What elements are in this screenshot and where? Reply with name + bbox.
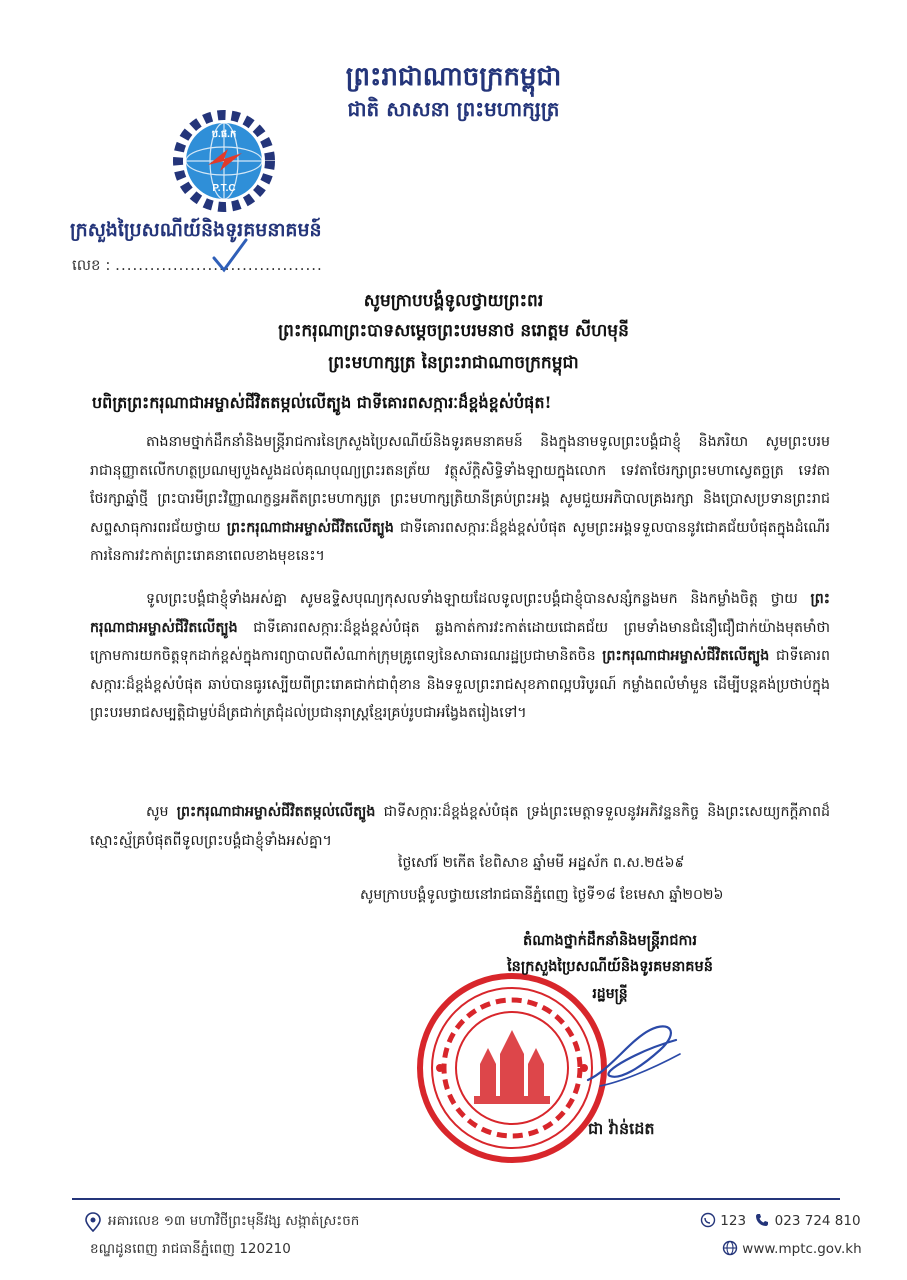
location-pin-icon bbox=[84, 1212, 102, 1232]
svg-text:ប.ផ.ក: ប.ផ.ក bbox=[211, 129, 237, 140]
signatory-name: ជា វ៉ាន់ដេត bbox=[588, 1119, 655, 1138]
signatory-line-2: នៃក្រសួងប្រៃសណីយ៍និងទូរគមនាគមន៍ bbox=[507, 958, 713, 975]
handwritten-signature-icon bbox=[580, 1010, 690, 1100]
address-line: បពិត្រព្រះករុណាជាអម្ចាស់ជីវិតតម្កល់លើត្បូង ជាទីគោរពសក្ការៈដ៏ខ្ពង់ខ្ពស់បំផុត! bbox=[92, 393, 552, 412]
lunar-date: ថ្ងៃសៅរ៍ ២កើត ខែពិសាខ ឆ្នាំមមី អដ្ឋស័ក ព.ស.២៥៦៩ bbox=[398, 855, 685, 871]
ministry-name: ក្រសួងប្រៃសណីយ៍និងទូរគមនាគមន៍ bbox=[70, 219, 322, 241]
salutation-line-3: ព្រះមហាក្សត្រ នៃព្រះរាជាណាចក្រកម្ពុជា bbox=[328, 353, 579, 373]
footer-address-line-2: ខណ្ឌដូនពេញ រាជធានីភ្នំពេញ 120210 bbox=[90, 1241, 291, 1257]
globe-icon bbox=[722, 1240, 738, 1256]
svg-text:P.T.C: P.T.C bbox=[212, 183, 236, 194]
signatory-title: រដ្ឋមន្ត្រី bbox=[592, 986, 628, 1002]
salutation-line-1: សូមក្រាបបង្គំទូលថ្វាយព្រះពរ bbox=[363, 291, 544, 311]
footer-divider bbox=[72, 1198, 840, 1200]
reference-dots: .................................... bbox=[115, 256, 323, 274]
reference-number bbox=[72, 256, 323, 278]
reference-label: លេខ : bbox=[72, 256, 111, 274]
kingdom-title: ព្រះរាជាណាចក្រកម្ពុជា bbox=[345, 62, 562, 92]
ministry-logo-icon bbox=[168, 105, 280, 217]
salutation-line-2: ព្រះករុណាព្រះបាទសម្ដេចព្រះបរមនាថ នរោត្តម សីហមុនី bbox=[278, 321, 629, 341]
hotline-icon bbox=[700, 1212, 716, 1228]
footer-phone bbox=[700, 1212, 861, 1229]
hotline-number[interactable]: 123 bbox=[720, 1213, 747, 1229]
footer-address-line-1: អគារលេខ ១៣ មហាវិថីព្រះមុនីវង្ស សង្កាត់ស្រះចក bbox=[108, 1213, 360, 1229]
paragraph-2: ទូលព្រះបង្គំជាខ្ញុំទាំងអស់គ្នា សូមឧទ្ទិសបុណ្យកុសលទាំងឡាយដែលទូលព្រះបង្គំជាខ្ញុំបានសន្សំកន្លងមក និងកម្លាំងចិត្ត ថ្វាយ ព្រះករុណាជាអម្ចាស់ជីវិតលើត្បូង ជាទីគោរពសក្ការៈដ៏ខ្ពង់ខ្ពស់បំផុត ឆ្លងកាត់ការវះកាត់ដោយជោគជ័យ ព្រមទាំងមានជំនឿជឿជាក់យ៉ាងមុតមាំថា ក្រោមការយកចិត្តទុកដាក់ខ្ពស់ក្នុងការព្យាបាលពីសំណាក់ក្រុមគ្រូពេទ្យនៃសាធារណរដ្ឋប្រជាមានិតចិន ព្រះករុណាជាអម្ចាស់ជីវិតលើត្បូង ជាទីគោរពសក្ការៈដ៏ខ្ពង់ខ្ពស់បំផុត ឆាប់បានធូរស្បើយពីព្រះរោគជាក់ជាពុំខាន និងទទួលព្រះរាជសុខភាពល្អបរិបូរណ៍ កម្លាំងពលំមាំមួន ដើម្បីបន្តគង់ប្រថាប់ក្នុងព្រះបរមរាជសម្បត្តិជាម្លប់ដ៏ត្រជាក់ត្រជុំដល់ប្រជានុរាស្ត្រខ្មែរគ្រប់រូបជាអង្វែងតរៀងទៅ។ bbox=[90, 591, 830, 721]
checkmark-icon bbox=[210, 238, 250, 274]
footer-website bbox=[722, 1240, 862, 1257]
phone-number[interactable]: 023 724 810 bbox=[774, 1213, 861, 1229]
paragraph-1: តាងនាមថ្នាក់ដឹកនាំនិងមន្ត្រីរាជការនៃក្រសួងប្រៃសណីយ៍និងទូរគមនាគមន៍ និងក្នុងនាមទូលព្រះបង្គំជាខ្ញុំ និងភរិយា សូមព្រះបរមរាជានុញ្ញាតលើកហត្ថប្រណម្យបួងសួងដល់គុណបុណ្យព្រះរតនត្រ័យ វត្ថុស័ក្តិសិទ្ធិទាំងឡាយក្នុងលោក ទេវតាថែរក្សាព្រះមហាស្វេតច្ឆត្រ ទេវតាថែរក្សាឆ្នាំថ្មី ព្រះបារមីព្រះវិញ្ញាណក្ខន្ធអតីតព្រះមហាក្សត្រ ព្រះមហាក្សត្រិយានីគ្រប់ព្រះអង្គ សូមជួយអភិបាលគ្រងរក្សា និងប្រោសប្រទានព្រះរាជសព្ទសាធុការពរជ័យថ្វាយ ព្រះករុណាជាអម្ចាស់ជីវិតលើត្បូង ជាទីគោរពសក្ការៈដ៏ខ្ពង់ខ្ពស់បំផុត សូមព្រះអង្គទទួលបាននូវជោគជ័យបំផុតក្នុងដំណើរការនៃការវះកាត់ព្រះរោគនាពេលខាងមុខនេះ។ bbox=[90, 434, 830, 564]
signatory-line-1: តំណាងថ្នាក់ដឹកនាំនិងមន្ត្រីរាជការ bbox=[523, 932, 697, 949]
paragraph-3: សូម ព្រះករុណាជាអម្ចាស់ជីវិតតម្កល់លើត្បូង ជាទីសក្ការៈដ៏ខ្ពង់ខ្ពស់បំផុត ទ្រង់ព្រះមេត្តាទទួលនូវអភិវន្ទនកិច្ច និងព្រះសេយ្យកក្ដីភាពដ៏ស្មោះស្ម័គ្របំផុតពីទូលព្រះបង្គំជាខ្ញុំទាំងអស់គ្នា។ bbox=[90, 804, 831, 849]
website-link[interactable]: www.mptc.gov.kh bbox=[742, 1241, 862, 1257]
national-motto: ជាតិ សាសនា ព្រះមហាក្សត្រ bbox=[347, 97, 560, 121]
solar-date: សូមក្រាបបង្គំទូលថ្វាយនៅរាជធានីភ្នំពេញ ថ្ងៃទី១៨ ខែមេសា ឆ្នាំ២០២៦ bbox=[360, 887, 724, 903]
phone-icon bbox=[754, 1212, 770, 1228]
